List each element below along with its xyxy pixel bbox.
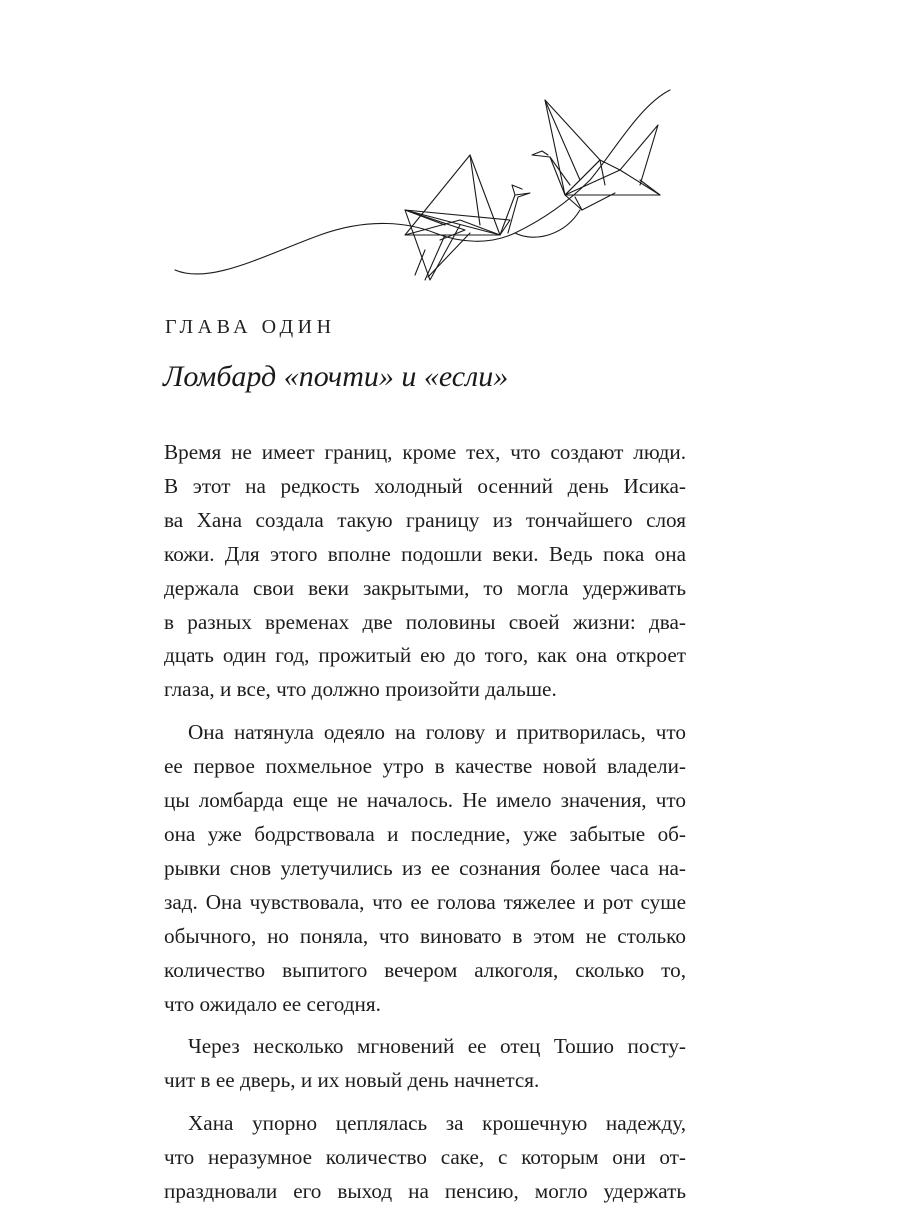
text-line: глаза, и все, что должно произойти дальше.: [164, 677, 557, 702]
text-line: кожи. Для этого вполне подошли веки. Ведь пока она: [164, 541, 686, 566]
text-line: зад. Она чувствовала, что ее голова тяжелее и рот суше: [164, 889, 686, 914]
text-line: Время не имеет границ, кроме тех, что создают люди.: [164, 440, 686, 464]
text-line: что неразумное количество саке, с которым они от-: [164, 1145, 686, 1170]
text-line: Хана упорно цеплялась за крошечную надежду,: [188, 1111, 686, 1136]
chapter-label: ГЛАВА ОДИН: [165, 316, 336, 338]
text-line: что ожидало ее сегодня.: [164, 991, 381, 1016]
text-line: чит в ее дверь, и их новый день начнется.: [164, 1068, 540, 1093]
text-line: она уже бодрствовала и последние, уже забытые об-: [164, 821, 686, 846]
text-line: в разных временах две половины своей жизни: два-: [164, 609, 686, 634]
paragraph: [164, 716, 686, 1021]
origami-cranes-icon: [170, 85, 690, 285]
text-line: Она натянула одеяло на голову и притворилась, что: [188, 720, 686, 745]
paragraph: [164, 436, 686, 707]
text-line: количество выпитого вечером алкоголя, сколько то,: [164, 957, 686, 982]
text-line: В этот на редкость холодный осенний день Исика-: [164, 473, 686, 498]
text-line: праздновали его выход на пенсию, могло удержать: [164, 1179, 686, 1204]
text-line: ва Хана создала такую границу из тончайшего слоя: [164, 507, 686, 532]
paragraph: [164, 1107, 686, 1209]
chapter-title: Ломбард «почти» и «если»: [163, 360, 509, 393]
text-line: цы ломбарда еще не началось. Не имело значения, что: [164, 788, 686, 813]
text-line: дцать один год, прожитый ею до того, как она откроет: [164, 643, 686, 668]
body-text: [164, 436, 686, 1209]
text-line: Через несколько мгновений ее отец Тошио посту-: [188, 1034, 686, 1059]
text-line: обычного, но поняла, что виновато в этом не столько: [164, 923, 686, 948]
paragraph: [164, 1030, 686, 1098]
text-line: рывки снов улетучились из ее сознания более часа на-: [164, 855, 686, 880]
text-line: держала свои веки закрытыми, то могла удерживать: [164, 575, 686, 600]
text-line: ее первое похмельное утро в качестве новой владели-: [164, 754, 686, 779]
